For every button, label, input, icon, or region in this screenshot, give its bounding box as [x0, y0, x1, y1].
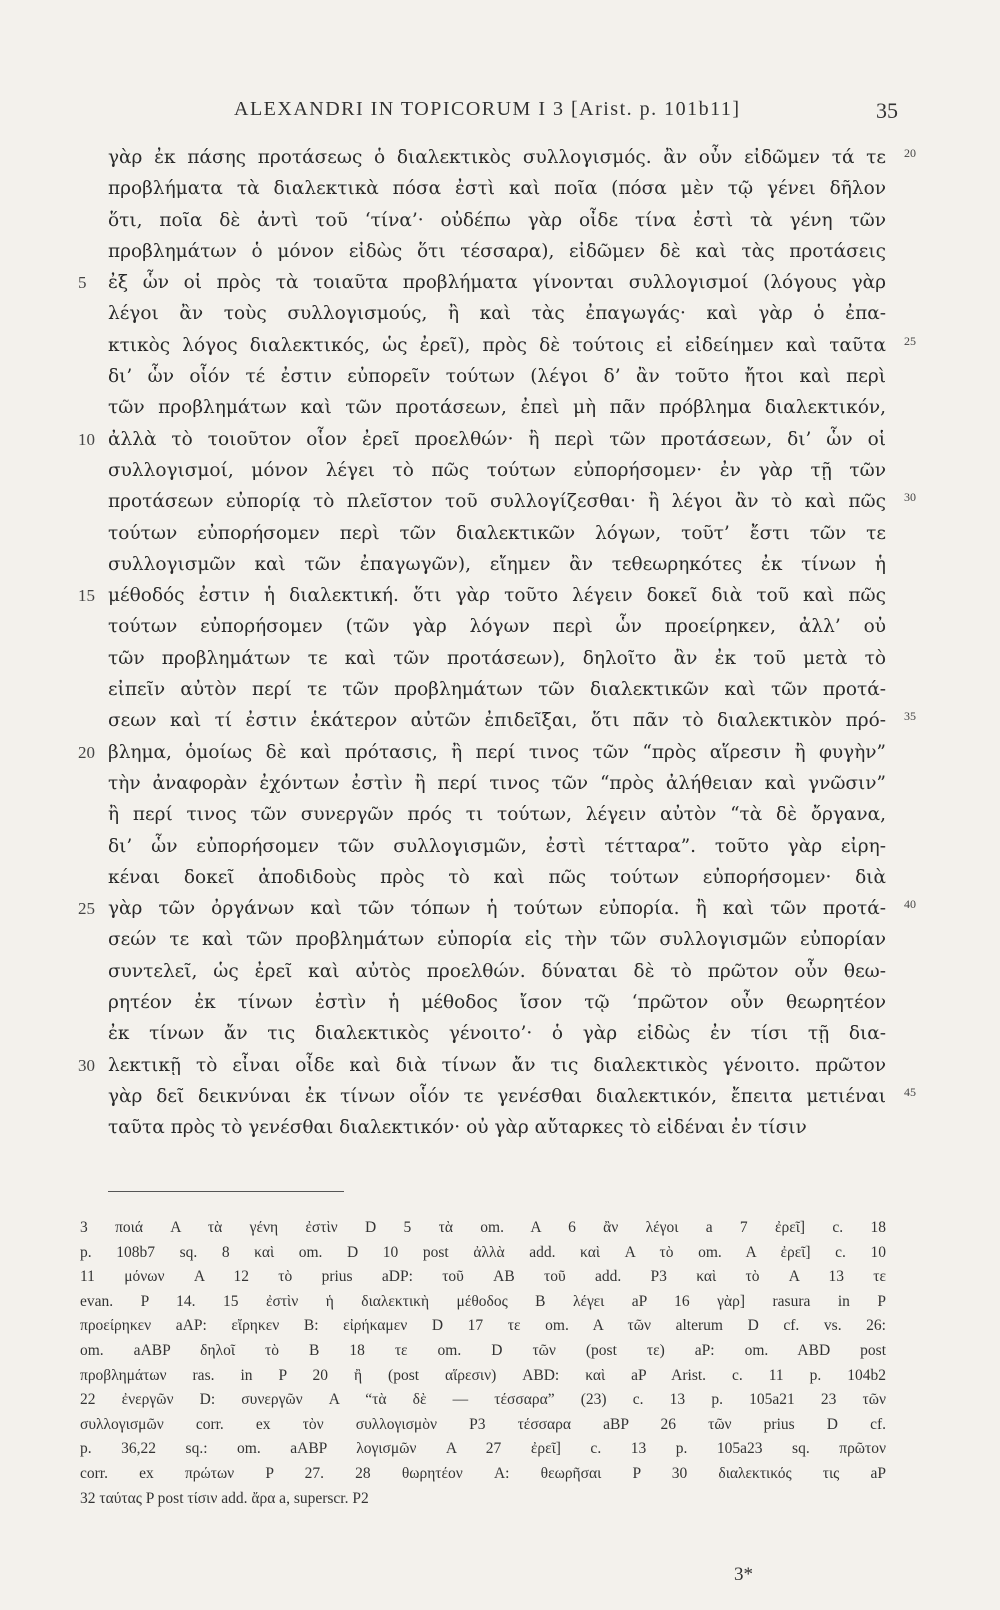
text-line: [108, 1081, 916, 1112]
text-line-content: προβλημάτων ὁ μόνον εἰδὼς ὅτι τέσσαρα), εἰδῶμεν δὲ καὶ τὰς προτάσεις: [108, 240, 886, 262]
text-line-content: συντελεῖ, ὡς ἐρεῖ καὶ αὐτὸς προελθών. δύναται δὲ τὸ πρῶτον οὖν θεω-: [108, 960, 886, 982]
text-line-content: ἐκ τίνων ἄν τις διαλεκτικὸς γένοιτο’· ὁ γὰρ εἰδὼς ἐν τίσι τῇ δια-: [108, 1023, 886, 1045]
apparatus-line: προείρηκεν aAP: εἴρηκεν B: εἰρήκαμεν D 17 τε om. A τῶν alterum D cf. vs. 26:: [80, 1317, 886, 1335]
text-line: [108, 142, 916, 173]
text-line-content: ἢ περί τινος τῶν συνεργῶν πρός τι τούτων, λέγειν αὐτὸν “τὰ δὲ ὄργανα,: [108, 804, 886, 826]
text-line: [108, 768, 886, 799]
text-line: [108, 924, 886, 955]
text-line-content: εἰπεῖν αὐτὸν περί τε τῶν προβλημάτων τῶν διαλεκτικῶν καὶ τῶν προτά-: [108, 679, 886, 701]
text-line-content: σεών τε καὶ τῶν προβλημάτων εὐπορία εἰς τὴν τῶν συλλογισμῶν εὐπορίαν: [108, 929, 886, 951]
apparatus-line: 11 μόνων A 12 τὸ prius aDP: τοῦ AB τοῦ add. P3 καὶ τὸ A 13 τε: [80, 1268, 886, 1286]
line-number-left: 25: [78, 899, 95, 919]
text-line-content: βλημα, ὁμοίως δὲ καὶ πρότασις, ἢ περί τινος τῶν “πρὸς αἵρεσιν ἢ φυγὴν”: [108, 741, 886, 763]
text-line: [108, 392, 886, 423]
text-line: [108, 486, 916, 517]
apparatus-line: p. 36,22 sq.: om. aABP λογισμῶν A 27 ἐρεῖ] c. 13 p. 105a23 sq. πρῶτον: [80, 1440, 886, 1458]
text-line: [108, 956, 886, 987]
text-line-content: ρητέον ἐκ τίνων ἐστὶν ἡ μέθοδος ἴσον τῷ ‘πρῶτον οὖν θεωρητέον: [108, 992, 886, 1014]
main-text-block: [78, 142, 916, 1144]
text-line-content: σεων καὶ τί ἐστιν ἑκάτερον αὐτῶν ἐπιδεῖξαι, ὅτι πᾶν τὸ διαλεκτικὸν πρό-: [108, 710, 886, 732]
text-line-content: κτικὸς λόγος διαλεκτικός, ὡς ἐρεῖ), πρὸς δὲ τούτοις εἰ εἰδείημεν καὶ ταῦτα: [108, 334, 886, 356]
text-line-content: γὰρ τῶν ὀργάνων καὶ τῶν τόπων ἡ τούτων εὐπορία. ἢ καὶ τῶν προτά-: [108, 898, 886, 920]
text-line-content: τούτων εὐπορήσομεν περὶ τῶν διαλεκτικῶν λόγων, τοῦτ’ ἔστι τῶν τε: [108, 522, 886, 544]
line-number-right: 25: [904, 333, 916, 348]
text-line-content: τὴν ἀναφορὰν ἐχόντων ἐστὶν ἢ περί τινος τῶν “πρὸς ἀλήθειαν καὶ γνῶσιν”: [108, 772, 886, 794]
text-line-content: λέγοι ἂν τοὺς συλλογισμούς, ἢ καὶ τὰς ἐπαγωγάς· καὶ γὰρ ὁ ἐπα-: [108, 303, 886, 325]
text-line-content: μέθοδός ἐστιν ἡ διαλεκτική. ὅτι γὰρ τοῦτο λέγειν δοκεῖ διὰ τοῦ καὶ πῶς: [108, 585, 886, 607]
signature-mark: 3*: [734, 1564, 753, 1585]
text-line: [108, 799, 886, 830]
line-number-right: 45: [904, 1084, 916, 1099]
apparatus-line: 32 ταύτας P post τίσιν add. ἄρα a, superscr. P2: [80, 1489, 369, 1507]
line-number-left: 20: [78, 742, 95, 762]
text-line-content: κέναι δοκεῖ ἀποδιδοὺς πρὸς τὸ καὶ πῶς τούτων εὐπορήσομεν· διὰ: [108, 866, 886, 888]
text-line: [108, 643, 886, 674]
text-line-content: δι’ ὧν εὐπορήσομεν τῶν συλλογισμῶν, ἐστὶ τέτταρα”. τοῦτο γὰρ εἰρη-: [108, 835, 886, 857]
text-line-content: τῶν προβλημάτων τε καὶ τῶν προτάσεων), δηλοῖτο ἂν ἐκ τοῦ μετὰ τὸ: [108, 647, 886, 669]
line-number-left: 10: [78, 429, 95, 449]
text-line: [108, 549, 886, 580]
running-title: ALEXANDRI IN TOPICORUM I 3 [Arist. p. 101b11]: [234, 98, 741, 120]
apparatus-line: om. aABP δηλοῖ τὸ B 18 τε om. D τῶν (post τε) aP: om. ABD post: [80, 1341, 886, 1359]
footnote-rule: [108, 1191, 344, 1192]
apparatus-line: προβλημάτων ras. in P 20 ἢ (post αἵρεσιν) ABD: καὶ aP Arist. c. 11 p. 104b2: [80, 1366, 886, 1384]
text-line: [78, 424, 886, 455]
text-line-content: λεκτικῇ τὸ εἶναι οἶδε καὶ διὰ τίνων ἄν τις διαλεκτικὸς γένοιτο. πρῶτον: [108, 1054, 886, 1076]
text-line: [108, 236, 886, 267]
line-number-left: 5: [78, 273, 87, 293]
text-line-content: ἐξ ὧν οἱ πρὸς τὰ τοιαῦτα προβλήματα γίνονται συλλογισμοί (λόγους γὰρ: [108, 272, 886, 294]
text-line-content: ἀλλὰ τὸ τοιοῦτον οἷον ἐρεῖ προελθών· ἢ περὶ τῶν προτάσεων, δι’ ὧν οἱ: [108, 428, 886, 450]
text-line: [108, 987, 886, 1018]
text-line: [108, 330, 916, 361]
text-line-content: τῶν προβλημάτων καὶ τῶν προτάσεων, ἐπεὶ μὴ πᾶν πρόβλημα διαλεκτικόν,: [108, 397, 886, 419]
apparatus-line: 22 ἐνεργῶν D: συνεργῶν A “τὰ δὲ — τέσσαρα” (23) c. 13 p. 105a21 23 τῶν: [80, 1391, 886, 1409]
text-line: [108, 862, 886, 893]
text-line: [78, 1050, 886, 1081]
apparatus-line: corr. ex πρώτων P 27. 28 θωρητέον A: θεωρῆσαι P 30 διαλεκτικός τις aP: [80, 1464, 886, 1482]
apparatus-line: evan. P 14. 15 ἐστὶν ἡ διαλεκτικὴ μέθοδος B λέγει aP 16 γὰρ] rasura in P: [80, 1292, 886, 1310]
critical-apparatus: [80, 1216, 886, 1511]
text-line: [108, 205, 886, 236]
line-number-left: 30: [78, 1055, 95, 1075]
text-line: [108, 705, 916, 736]
text-line: [108, 518, 886, 549]
text-line: [108, 298, 886, 329]
line-number-right: 35: [904, 709, 916, 724]
apparatus-line: συλλογισμῶν corr. ex τὸν συλλογισμὸν P3 τέσσαρα aBP 26 τῶν prius D cf.: [80, 1415, 886, 1433]
text-line: [108, 173, 886, 204]
text-line: [108, 361, 886, 392]
text-line-content: προτάσεων εὐπορίᾳ τὸ πλεῖστον τοῦ συλλογίζεσθαι· ἢ λέγοι ἂν τὸ καὶ πῶς: [108, 491, 886, 513]
line-number-right: 30: [904, 490, 916, 505]
text-line: [78, 893, 916, 924]
text-line-content: προβλήματα τὰ διαλεκτικὰ πόσα ἐστὶ καὶ ποῖα (πόσα μὲν τῷ γένει δῆλον: [108, 178, 886, 200]
text-line-content: γὰρ ἐκ πάσης προτάσεως ὁ διαλεκτικὸς συλλογισμός. ἂν οὖν εἰδῶμεν τά τε: [108, 147, 886, 168]
apparatus-line: 3 ποιά A τὰ γένη ἐστὶν D 5 τὰ om. A 6 ἂν λέγοι a 7 ἐρεῖ] c. 18: [80, 1219, 886, 1236]
text-line: [108, 1018, 886, 1049]
text-line: [108, 831, 886, 862]
text-line: [78, 737, 886, 768]
text-line: [78, 267, 886, 298]
page-number: 35: [876, 98, 898, 123]
text-line: [108, 611, 886, 642]
text-line-content: τούτων εὐπορήσομεν (τῶν γὰρ λόγων περὶ ὧν προείρηκεν, ἀλλ’ οὐ: [108, 616, 886, 638]
text-line-content: δι’ ὧν οἷόν τέ ἐστιν εὐπορεῖν τούτων (λέγοι δ’ ἂν τοῦτο ἤτοι καὶ περὶ: [108, 366, 886, 388]
text-line: [108, 1112, 886, 1143]
text-line-content: συλλογισμῶν καὶ τῶν ἐπαγωγῶν), εἴημεν ἂν τεθεωρηκότες ἐκ τίνων ἡ: [108, 553, 886, 575]
text-line-content: συλλογισμοί, μόνον λέγει τὸ πῶς τούτων εὐπορήσομεν· ἐν γὰρ τῇ τῶν: [108, 459, 886, 481]
line-number-right: 20: [904, 146, 916, 160]
text-line-content: ταῦτα πρὸς τὸ γενέσθαι διαλεκτικόν· οὐ γὰρ αὔταρκες τὸ εἰδέναι ἐν τίσιν: [108, 1117, 807, 1139]
text-line-content: ὅτι, ποῖα δὲ ἀντὶ τοῦ ‘τίνα’· οὐδέπω γὰρ οἶδε τίνα ἐστὶ τὰ γένη τῶν: [108, 209, 886, 231]
text-line-content: γὰρ δεῖ δεικνύναι ἐκ τίνων οἷόν τε γενέσθαι διαλεκτικόν, ἔπειτα μετιέναι: [108, 1085, 886, 1107]
apparatus-line: p. 108b7 sq. 8 καὶ om. D 10 post ἀλλὰ add. καὶ A τὸ om. A ἐρεῖ] c. 10: [80, 1243, 886, 1261]
text-line: [78, 580, 886, 611]
line-number-right: 40: [904, 897, 916, 912]
text-line: [108, 455, 886, 486]
text-line: [108, 674, 886, 705]
line-number-left: 15: [78, 586, 95, 606]
